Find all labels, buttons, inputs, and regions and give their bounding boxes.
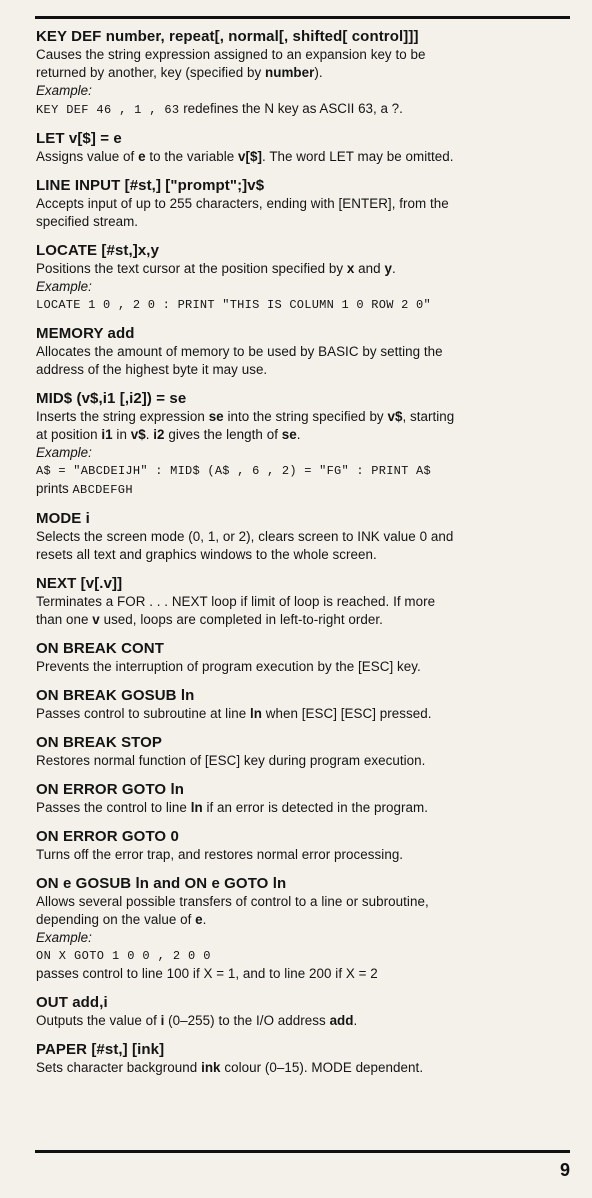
- entry-title: OUT add,i: [36, 994, 108, 1011]
- entry-description: [36, 148, 570, 166]
- entry-description-line: Allows several possible transfers of control to a line or subroutine,: [36, 894, 429, 909]
- description-text: Passes control to subroutine at line: [36, 706, 250, 721]
- entry-on-break-cont: [36, 639, 570, 676]
- parameter-name: se: [208, 409, 224, 424]
- entry-description-line: specified stream.: [36, 214, 139, 229]
- description-text: Assigns value of: [36, 149, 139, 164]
- description-text: returned by another, key (specified by: [36, 65, 265, 80]
- example-note: passes control to line 100 if X = 1, and to line 200 if X = 2: [36, 966, 378, 981]
- entry-title: ON ERROR GOTO 0: [36, 828, 179, 845]
- parameter-name: i: [160, 1013, 165, 1028]
- entry-on-error-goto-line: [36, 780, 570, 817]
- entry-title: MODE i: [36, 510, 90, 527]
- description-text: in: [112, 427, 131, 442]
- entry-paper: [36, 1040, 570, 1077]
- entry-description: Prevents the interruption of program execution by the [ESC] key.: [36, 659, 421, 674]
- description-text: .: [353, 1013, 358, 1028]
- description-text: when [ESC] [ESC] pressed.: [262, 706, 432, 721]
- entry-description-line: address of the highest byte it may use.: [36, 362, 268, 377]
- example-code-line: [36, 100, 570, 119]
- command-reference-list: [36, 27, 570, 1087]
- description-text: at position: [36, 427, 102, 442]
- example-code: LOCATE 1 0 , 2 0 : PRINT "THIS IS COLUMN 1 0 ROW 2 0": [36, 298, 431, 312]
- parameter-name: v$: [387, 409, 403, 424]
- description-text: Sets character background: [36, 1060, 202, 1075]
- entry-title: ON BREAK CONT: [36, 640, 164, 657]
- parameter-name: v[$]: [238, 149, 263, 164]
- description-text: ).: [314, 65, 323, 80]
- entry-on-gosub-goto: [36, 874, 570, 983]
- description-text: and: [354, 261, 385, 276]
- entry-description-line: Accepts input of up to 255 characters, ending with [ENTER], from the: [36, 196, 449, 211]
- entry-title: MEMORY add: [36, 325, 135, 342]
- entry-title: LINE INPUT [#st,] ["prompt";]v$: [36, 177, 265, 194]
- description-text: than one: [36, 612, 93, 627]
- entry-on-break-gosub: [36, 686, 570, 723]
- entry-on-error-goto-0: [36, 827, 570, 864]
- description-text: . The word LET may be omitted.: [262, 149, 454, 164]
- entry-title: ON ERROR GOTO ln: [36, 781, 184, 798]
- entry-next: [36, 574, 570, 629]
- description-text: Positions the text cursor at the position specified by: [36, 261, 347, 276]
- entry-key-def: [36, 27, 570, 119]
- entry-description-line: [36, 611, 570, 629]
- entry-locate: [36, 241, 570, 314]
- entry-description-line: Terminates a FOR . . . NEXT loop if limit of loop is reached. If more: [36, 594, 436, 609]
- entry-description-line: [36, 64, 570, 82]
- parameter-name: i1: [101, 427, 113, 442]
- bottom-rule: [35, 1150, 570, 1153]
- example-code: A$ = "ABCDEIJH" : MID$ (A$ , 6 , 2) = "FG" : PRINT A$: [36, 464, 431, 478]
- parameter-name: e: [195, 912, 203, 927]
- entry-description: [36, 1059, 570, 1077]
- entry-title: PAPER [#st,] [ink]: [36, 1041, 165, 1058]
- example-note: prints: [36, 481, 73, 496]
- entry-mode: [36, 509, 570, 564]
- description-text: .: [296, 427, 301, 442]
- entry-memory: [36, 324, 570, 379]
- description-text: used, loops are completed in left-to-right order.: [99, 612, 383, 627]
- description-text: into the string specified by: [223, 409, 388, 424]
- description-text: to the variable: [145, 149, 238, 164]
- description-text: depending on the value of: [36, 912, 196, 927]
- parameter-name: v$: [130, 427, 146, 442]
- entry-let: [36, 129, 570, 166]
- description-text: , starting: [402, 409, 455, 424]
- example-output-line: [36, 480, 570, 499]
- entry-description: [36, 1012, 570, 1030]
- parameter-name: add: [329, 1013, 354, 1028]
- entry-out: [36, 993, 570, 1030]
- example-label: Example:: [36, 83, 92, 98]
- entry-on-break-stop: [36, 733, 570, 770]
- entry-description-line: [36, 426, 570, 444]
- description-text: gives the length of: [164, 427, 282, 442]
- entry-title: NEXT [v[.v]]: [36, 575, 123, 592]
- description-text: .: [202, 912, 207, 927]
- entry-description: [36, 799, 570, 817]
- example-label: Example:: [36, 445, 92, 460]
- parameter-name: ln: [250, 706, 262, 721]
- parameter-name: ink: [201, 1060, 221, 1075]
- entry-title: ON BREAK STOP: [36, 734, 163, 751]
- entry-line-input: [36, 176, 570, 231]
- description-text: .: [145, 427, 154, 442]
- description-text: (0–255) to the I/O address: [164, 1013, 330, 1028]
- example-code: ON X GOTO 1 0 0 , 2 0 0: [36, 949, 211, 963]
- parameter-name: y: [384, 261, 392, 276]
- entry-description-line: [36, 911, 570, 929]
- page-number: 9: [559, 1160, 570, 1180]
- description-text: Outputs the value of: [36, 1013, 161, 1028]
- entry-description-line: Selects the screen mode (0, 1, or 2), clears screen to INK value 0 and: [36, 529, 454, 544]
- entry-description-line: [36, 408, 570, 426]
- example-output-code: ABCDEFGH: [72, 483, 133, 497]
- parameter-name: ln: [190, 800, 203, 815]
- description-text: .: [391, 261, 396, 276]
- entry-title: KEY DEF number, repeat[, normal[, shifted[ control]]]: [36, 28, 419, 45]
- example-note: redefines the N key as ASCII 63, a ?.: [179, 101, 403, 116]
- top-rule: [35, 16, 570, 19]
- parameter-name: number: [264, 65, 315, 80]
- entry-description: Turns off the error trap, and restores normal error processing.: [36, 847, 404, 862]
- example-code: KEY DEF 46 , 1 , 63: [36, 103, 180, 117]
- parameter-name: v: [92, 612, 100, 627]
- description-text: if an error is detected in the program.: [202, 800, 428, 815]
- description-text: Passes the control to line: [36, 800, 191, 815]
- entry-title: ON e GOSUB ln and ON e GOTO ln: [36, 875, 287, 892]
- entry-description: [36, 260, 570, 278]
- parameter-name: e: [138, 149, 146, 164]
- entry-description-line: Allocates the amount of memory to be used by BASIC by setting the: [36, 344, 443, 359]
- entry-description: Restores normal function of [ESC] key during program execution.: [36, 753, 426, 768]
- parameter-name: x: [346, 261, 355, 276]
- entry-description-line: resets all text and graphics windows to the whole screen.: [36, 547, 377, 562]
- entry-mid: [36, 389, 570, 499]
- description-text: colour (0–15). MODE dependent.: [220, 1060, 424, 1075]
- example-label: Example:: [36, 930, 92, 945]
- entry-title: LOCATE [#st,]x,y: [36, 242, 160, 259]
- entry-description: [36, 705, 570, 723]
- entry-title: ON BREAK GOSUB ln: [36, 687, 195, 704]
- example-label: Example:: [36, 279, 92, 294]
- entry-title: MID$ (v$,i1 [,i2]) = se: [36, 390, 187, 407]
- entry-title: LET v[$] = e: [36, 130, 122, 147]
- parameter-name: i2: [153, 427, 165, 442]
- entry-description-line: Causes the string expression assigned to an expansion key to be: [36, 47, 426, 62]
- description-text: Inserts the string expression: [36, 409, 209, 424]
- parameter-name: se: [281, 427, 297, 442]
